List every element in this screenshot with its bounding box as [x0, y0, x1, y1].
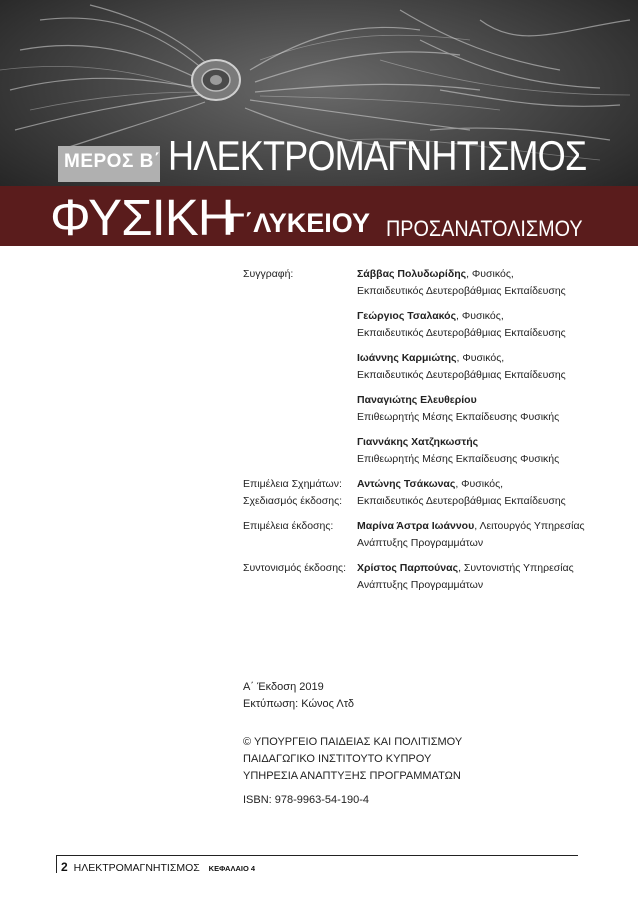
credit-row [243, 266, 623, 300]
credit-name: Μαρίνα Άστρα Ιωάννου [357, 520, 475, 532]
magnet-disk [192, 60, 240, 100]
subject-title: ΦΥΣΙΚΗ [50, 189, 234, 246]
credit-name: Παναγιώτης Ελευθερίου [357, 394, 477, 406]
credit-label [243, 350, 357, 384]
credit-row [243, 434, 623, 468]
footer-book-title: ΗΛΕΚΤΡΟΜΑΓΝΗΤΙΣΜΟΣ [73, 862, 200, 874]
credit-label: Συγγραφή: [243, 268, 294, 280]
book-title: ΗΛΕΚΤΡΟΜΑΓΝΗΤΙΣΜΟΣ [168, 132, 587, 179]
credit-label: Συντονισμός έκδοσης: [243, 562, 347, 574]
credits-section [243, 266, 623, 602]
credit-row [243, 392, 623, 426]
credit-label [243, 308, 357, 342]
credit-name: Σάββας Πολυδωρίδης [357, 268, 467, 280]
footer-chapter: ΚΕΦΑΛΑΙΟ 4 [208, 864, 256, 873]
copyright-line: ΠΑΙΔΑΓΩΓΙΚΟ ΙΝΣΤΙΤΟΥΤΟ ΚΥΠΡΟΥ [243, 753, 432, 765]
credit-value: Γεώργιος Τσαλακός, Φυσικός, Εκπαιδευτικός Δευτεροβάθμιας Εκπαίδευσης [357, 310, 566, 339]
credit-name: Χρίστος Παρπούνας [357, 562, 459, 574]
credit-row [243, 518, 623, 552]
credit-value: Παναγιώτης Ελευθερίου Επιθεωρητής Μέσης Εκπαίδευσης Φυσικής [357, 394, 560, 423]
grade-label: Γ΄ΛΥΚΕΙΟΥ [228, 208, 371, 238]
footer-tick [56, 855, 57, 873]
credit-row [243, 560, 623, 594]
copyright-line: ΥΠΗΡΕΣΙΑ ΑΝΑΠΤΥΞΗΣ ΠΡΟΓΡΑΜΜΑΤΩΝ [243, 770, 461, 782]
credit-label [243, 434, 357, 468]
orientation-label: ΠΡΟΣΑΝΑΤΟΛΙΣΜΟΥ [386, 216, 583, 241]
credit-value: Σάββας Πολυδωρίδης, Φυσικός, Εκπαιδευτικός Δευτεροβάθμιας Εκπαίδευσης [357, 268, 566, 297]
copyright-line: © ΥΠΟΥΡΓΕΙΟ ΠΑΙΔΕΙΑΣ ΚΑΙ ΠΟΛΙΤΙΣΜΟΥ [243, 736, 463, 748]
credit-row [243, 308, 623, 342]
page-number: 2 [61, 860, 68, 874]
credit-label: Επιμέλεια Σχημάτων: Σχεδιασμός έκδοσης: [243, 478, 343, 507]
part-label: ΜΕΡΟΣ Β΄ [64, 151, 161, 172]
credit-name: Γεώργιος Τσαλακός [357, 310, 457, 322]
copyright-block [243, 734, 462, 785]
isbn: ISBN: 978-9963-54-190-4 [243, 794, 369, 806]
credit-value: Αντώνης Τσάκωνας, Φυσικός, Εκπαιδευτικός Δευτεροβάθμιας Εκπαίδευσης [357, 478, 566, 507]
credit-row [243, 476, 623, 510]
cover-banner [0, 0, 638, 246]
edition: Α΄ Έκδοση 2019 [243, 681, 324, 693]
credit-value: Ιωάννης Καρμιώτης, Φυσικός, Εκπαιδευτικός Δευτεροβάθμιας Εκπαίδευσης [357, 352, 566, 381]
credit-name: Γιαννάκης Χατζηκωστής [357, 436, 479, 448]
page-footer [61, 860, 255, 874]
credit-name: Αντώνης Τσάκωνας [357, 478, 456, 490]
credit-name: Ιωάννης Καρμιώτης [357, 352, 457, 364]
footer-rule [56, 855, 578, 856]
credit-value: Μαρίνα Άστρα Ιωάννου, Λειτουργός Υπηρεσίας Ανάπτυξης Προγραμμάτων [357, 520, 585, 549]
publication-info [243, 679, 354, 713]
printer: Εκτύπωση: Κώνος Λτδ [243, 698, 355, 710]
credit-value: Χρίστος Παρπούνας, Συντονιστής Υπηρεσίας Ανάπτυξης Προγραμμάτων [357, 562, 574, 591]
credit-value: Γιαννάκης Χατζηκωστής Επιθεωρητής Μέσης Εκπαίδευσης Φυσικής [357, 436, 560, 465]
credit-row [243, 350, 623, 384]
credit-label: Επιμέλεια έκδοσης: [243, 520, 334, 532]
credit-label [243, 392, 357, 426]
